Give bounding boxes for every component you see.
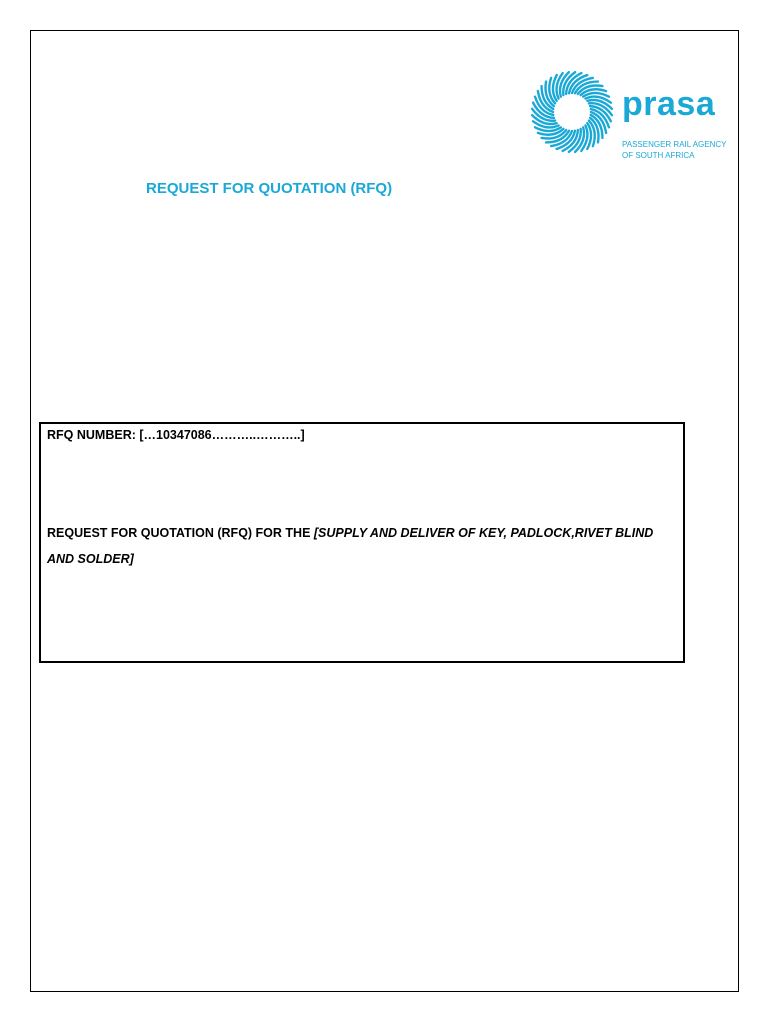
rfq-description xyxy=(47,520,681,572)
logo-tagline-line1: PASSENGER RAIL AGENCY xyxy=(622,140,727,149)
document-page xyxy=(30,30,739,992)
prasa-logo xyxy=(531,67,731,167)
rfq-box xyxy=(39,422,685,663)
logo-tagline xyxy=(622,139,732,161)
rfq-number: RFQ NUMBER: […10347086………..………..] xyxy=(47,428,305,442)
swirl-logo-icon xyxy=(531,67,613,157)
logo-tagline-line2: OF SOUTH AFRICA xyxy=(622,151,695,160)
logo-brand-text: prasa xyxy=(622,85,716,123)
rfq-description-subject: [SUPPLY AND DELIVER OF KEY, PADLOCK,RIVET BLIND AND SOLDER] xyxy=(47,526,654,566)
page-title: REQUEST FOR QUOTATION (RFQ) xyxy=(146,180,393,197)
rfq-description-prefix: REQUEST FOR QUOTATION (RFQ) FOR THE xyxy=(47,526,314,540)
